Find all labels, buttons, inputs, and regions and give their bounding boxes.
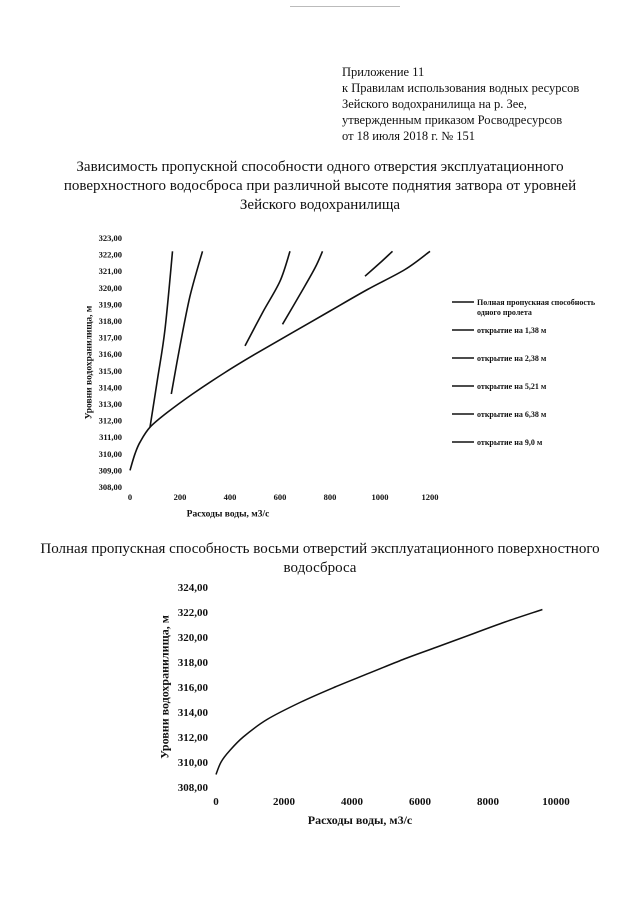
chart2-x-axis-label: Расходы воды, м3/с xyxy=(307,813,413,827)
chart1-y-tick-label: 316,00 xyxy=(98,349,122,360)
chart1-series-line-5 xyxy=(283,251,323,324)
chart1-y-tick-label: 308,00 xyxy=(98,481,122,492)
chart1-y-tick-label: 314,00 xyxy=(98,382,122,393)
chart2-series-line-1 xyxy=(216,610,542,775)
legend-label-5: открытие на 6,38 м xyxy=(477,410,547,419)
chart1-y-axis-label: Уровни водохранилища, м xyxy=(84,305,95,420)
legend-label-1: Полная пропускная способность xyxy=(477,298,596,307)
chart1-y-tick-label: 311,00 xyxy=(99,432,122,443)
chart1-y-tick-label: 309,00 xyxy=(98,465,122,476)
chart2-y-tick-label: 312,00 xyxy=(177,731,208,744)
chart2-y-tick-label: 316,00 xyxy=(177,681,208,694)
chart1-series-line-1 xyxy=(130,251,430,470)
chart1-x-tick-label: 1200 xyxy=(421,492,439,502)
chart2-y-tick-label: 308,00 xyxy=(177,781,208,794)
chart1-y-tick-label: 323,00 xyxy=(98,232,122,243)
header-line: Приложение 11 xyxy=(342,65,425,79)
legend-label-6: открытие на 9,0 м xyxy=(477,438,543,447)
chart2-y-tick-label: 318,00 xyxy=(177,656,208,669)
chart2-x-tick-label: 10000 xyxy=(542,796,570,808)
header-line: к Правилам использования водных ресурсов xyxy=(342,81,580,95)
chart2-x-tick-label: 0 xyxy=(213,796,219,808)
chart2-y-axis-label: Уровни водохранилища, м xyxy=(157,615,172,759)
chart1-y-tick-label: 319,00 xyxy=(98,299,122,310)
chart1-y-tick-label: 317,00 xyxy=(98,332,122,343)
chart2-x-tick-label: 6000 xyxy=(409,796,431,808)
chart1-series-line-2 xyxy=(150,251,173,427)
header-line: утвержденным приказом Росводресурсов xyxy=(342,113,563,127)
chart1-y-tick-label: 320,00 xyxy=(98,282,122,293)
chart1-y-tick-label: 318,00 xyxy=(98,315,122,326)
chart1-x-tick-label: 1000 xyxy=(371,492,389,502)
chart1-series-line-3 xyxy=(171,251,202,394)
legend-label-2: открытие на 1,38 м xyxy=(477,326,547,335)
chart1-x-tick-label: 400 xyxy=(223,492,237,502)
chart2-y-tick-label: 314,00 xyxy=(177,706,208,719)
chart2-x-tick-label: 4000 xyxy=(341,796,363,808)
chart1-y-tick-label: 321,00 xyxy=(98,266,122,277)
chart2-x-tick-label: 2000 xyxy=(273,796,295,808)
chart1-y-tick-label: 313,00 xyxy=(98,398,122,409)
chart1-series-line-4 xyxy=(245,251,290,346)
chart1-x-tick-label: 200 xyxy=(173,492,187,502)
chart1-y-tick-label: 322,00 xyxy=(98,249,122,260)
chart1-y-tick-label: 312,00 xyxy=(98,415,122,426)
chart2-y-tick-label: 310,00 xyxy=(177,756,208,769)
header-line: от 18 июля 2018 г. № 151 xyxy=(342,129,476,143)
chart1-x-tick-label: 800 xyxy=(323,492,337,502)
chart1-x-tick-label: 600 xyxy=(273,492,287,502)
legend-label-1-cont: одного пролета xyxy=(477,308,532,317)
legend-label-3: открытие на 2,38 м xyxy=(477,354,547,363)
legend-label-4: открытие на 5,21 м xyxy=(477,382,547,391)
chart1-series-line-6 xyxy=(365,251,393,276)
header-line: Зейского водохранилища на р. Зее, xyxy=(342,97,527,111)
chart2-y-tick-label: 320,00 xyxy=(177,631,208,644)
chart1-x-tick-label: 0 xyxy=(127,492,133,502)
chart1-y-tick-label: 315,00 xyxy=(98,365,122,376)
chart1-x-axis-label: Расходы воды, м3/с xyxy=(186,509,270,520)
chart2-x-tick-label: 8000 xyxy=(477,796,499,808)
chart2-title: Полная пропускная способность восьми отверстий эксплуатационного поверхностного водосброса xyxy=(40,541,600,576)
chart2-y-tick-label: 322,00 xyxy=(177,606,208,619)
chart1-y-tick-label: 310,00 xyxy=(98,448,122,459)
chart2-y-tick-label: 324,00 xyxy=(177,581,208,594)
chart1-title: Зависимость пропускной способности одного отверстия эксплуатационного поверхностного водосброса при различной высоте поднятия затвора от уровней Зейского водохранилища xyxy=(63,159,577,213)
